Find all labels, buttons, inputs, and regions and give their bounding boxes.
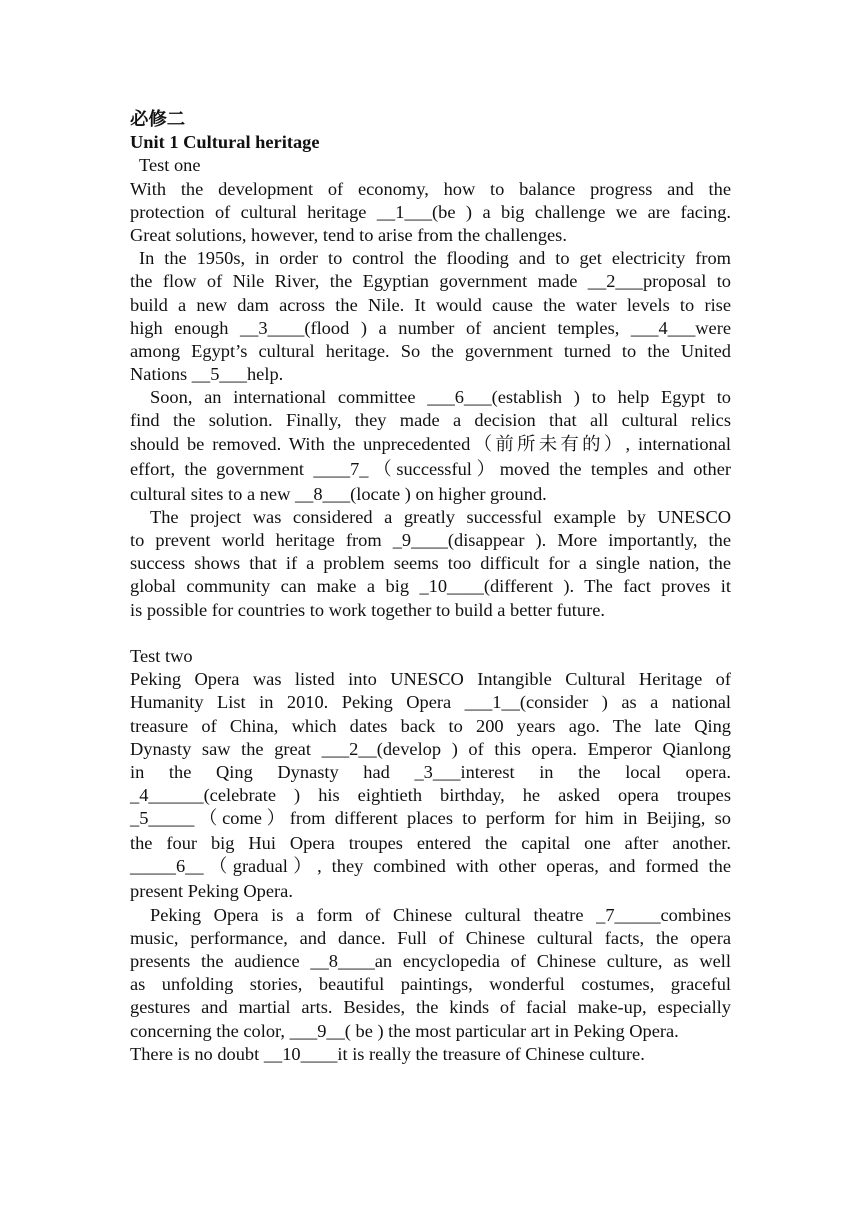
test-two-line: music, performance, and dance. Full of Chinese cultural facts, the opera	[130, 927, 731, 948]
test-two-line: gestures and martial arts. Besides, the kinds of facial make-up, especially	[130, 997, 731, 1018]
test-two-title: Test two	[130, 645, 193, 666]
test-two-line: present Peking Opera.	[130, 881, 293, 902]
test-one-line: Great solutions, however, tend to arise from the challenges.	[130, 224, 567, 245]
test-two-line: There is no doubt __10____it is really the treasure of Chinese culture.	[130, 1043, 645, 1064]
test-one-title: Test one	[139, 155, 201, 176]
test-one-line: success shows that if a problem seems too difficult for a single nation, the	[130, 553, 731, 574]
test-two-line: _____6__（gradual）, they combined with other operas, and formed the	[130, 856, 731, 877]
test-one-line: cultural sites to a new __8___(locate ) on higher ground.	[130, 483, 547, 504]
test-two-line: the four big Hui Opera troupes entered the capital one after another.	[130, 833, 731, 854]
test-one-line: In the 1950s, in order to control the flooding and to get electricity from	[139, 248, 731, 269]
test-two-line: concerning the color, ___9__( be ) the most particular art in Peking Opera.	[130, 1020, 679, 1041]
document-page	[130, 108, 731, 1066]
test-one-line: Nations __5___help.	[130, 364, 284, 385]
test-two-line: Humanity List in 2010. Peking Opera ___1__(consider ) as a national	[130, 692, 731, 713]
test-two-line: Dynasty saw the great ___2__(develop ) of this opera. Emperor Qianlong	[130, 738, 731, 759]
test-one-line: to prevent world heritage from _9____(disappear ). More importantly, the	[130, 530, 731, 550]
test-two-line: _4______(celebrate ) his eightieth birthday, he asked opera troupes	[130, 785, 731, 806]
test-two-line: _5_____（come）from different places to perform for him in Beijing, so	[130, 808, 731, 829]
section-gap	[130, 622, 731, 645]
test-one-line: is possible for countries to work together to build a better future.	[130, 599, 605, 620]
test-one-line: find the solution. Finally, they made a decision that all cultural relics	[130, 410, 731, 431]
test-one-line: effort, the government ____7_（successful）moved the temples and other	[130, 458, 731, 479]
test-one-line: high enough __3____(flood ) a number of ancient temples, ___4___were	[130, 317, 731, 338]
test-one-line: build a new dam across the Nile. It would cause the water levels to rise	[130, 294, 731, 315]
test-two-line: treasure of China, which dates back to 200 years ago. The late Qing	[130, 715, 731, 736]
test-one-line: Soon, an international committee ___6___(establish ) to help Egypt to	[150, 387, 731, 408]
test-two-line: presents the audience __8____an encyclopedia of Chinese culture, as well	[130, 951, 731, 971]
test-one-line: With the development of economy, how to balance progress and the	[130, 178, 731, 199]
unit-title: Unit 1 Cultural heritage	[130, 132, 320, 153]
book-title: 必修二	[130, 109, 186, 129]
test-one-line: protection of cultural heritage __1___(be ) a big challenge we are facing.	[130, 201, 731, 222]
test-two-line: Peking Opera was listed into UNESCO Intangible Cultural Heritage of	[130, 669, 731, 690]
test-one-line: The project was considered a greatly successful example by UNESCO	[150, 506, 731, 527]
test-two-line: as unfolding stories, beautiful paintings, wonderful costumes, graceful	[130, 974, 731, 995]
test-two-line: Peking Opera is a form of Chinese cultural theatre _7_____combines	[150, 904, 731, 925]
test-one-line: the flow of Nile River, the Egyptian government made __2___proposal to	[130, 271, 731, 292]
test-two-line: in the Qing Dynasty had _3___interest in the local opera.	[130, 761, 731, 782]
test-one-line: should be removed. With the unprecedented（前所未有的）, international	[130, 433, 731, 454]
test-one-line: among Egypt’s cultural heritage. So the government turned to the United	[130, 340, 731, 361]
test-one-line: global community can make a big _10____(different ). The fact proves it	[130, 576, 731, 597]
